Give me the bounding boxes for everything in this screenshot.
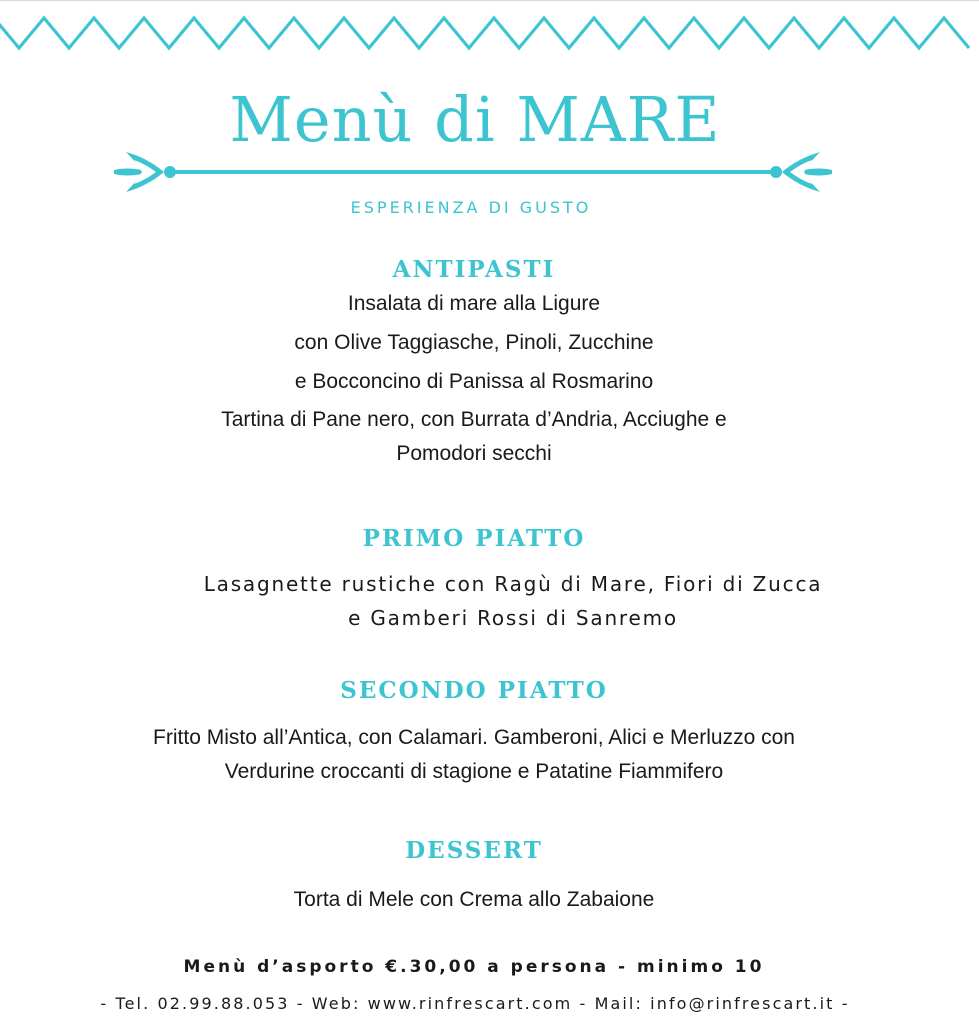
- top-border-line: [0, 0, 979, 1]
- price-note: Menù d’asporto €.30,00 a persona - minimo 10: [183, 957, 765, 977]
- menu-item-line: con Olive Taggiasche, Pinoli, Zucchine: [294, 331, 654, 354]
- section-title-secondo-piatto: SECONDO PIATTO: [340, 677, 608, 704]
- contact-info: - Tel. 02.99.88.053 - Web: www.rinfrescart.com - Mail: info@rinfrescart.it -: [100, 994, 850, 1013]
- menu-item-line: Verdurine croccanti di stagione e Patatine Fiammifero: [224, 760, 724, 783]
- menu-item-line: e Bocconcino di Panissa al Rosmarino: [294, 370, 654, 393]
- menu-title: Menù di MARE: [229, 83, 721, 156]
- section-title-primo-piatto: PRIMO PIATTO: [362, 525, 586, 552]
- menu-item-line: e Gamberi Rossi di Sanremo: [348, 606, 678, 630]
- ornamental-divider-icon: [112, 148, 834, 196]
- section-title-antipasti: ANTIPASTI: [392, 256, 556, 283]
- menu-item-line: Tartina di Pane nero, con Burrata d’Andria, Acciughe e: [221, 408, 727, 431]
- menu-subtitle: ESPERIENZA DI GUSTO: [350, 198, 592, 217]
- menu-item-line: Insalata di mare alla Ligure: [347, 292, 601, 315]
- zigzag-border: [0, 14, 979, 54]
- menu-item-line: Torta di Mele con Crema allo Zabaione: [293, 888, 655, 911]
- menu-item-line: Lasagnette rustiche con Ragù di Mare, Fiori di Zucca: [203, 572, 823, 596]
- menu-item-line: Fritto Misto all’Antica, con Calamari. Gamberoni, Alici e Merluzzo con: [153, 726, 795, 749]
- menu-item-line: Pomodori secchi: [396, 442, 552, 465]
- section-title-dessert: DESSERT: [405, 837, 543, 864]
